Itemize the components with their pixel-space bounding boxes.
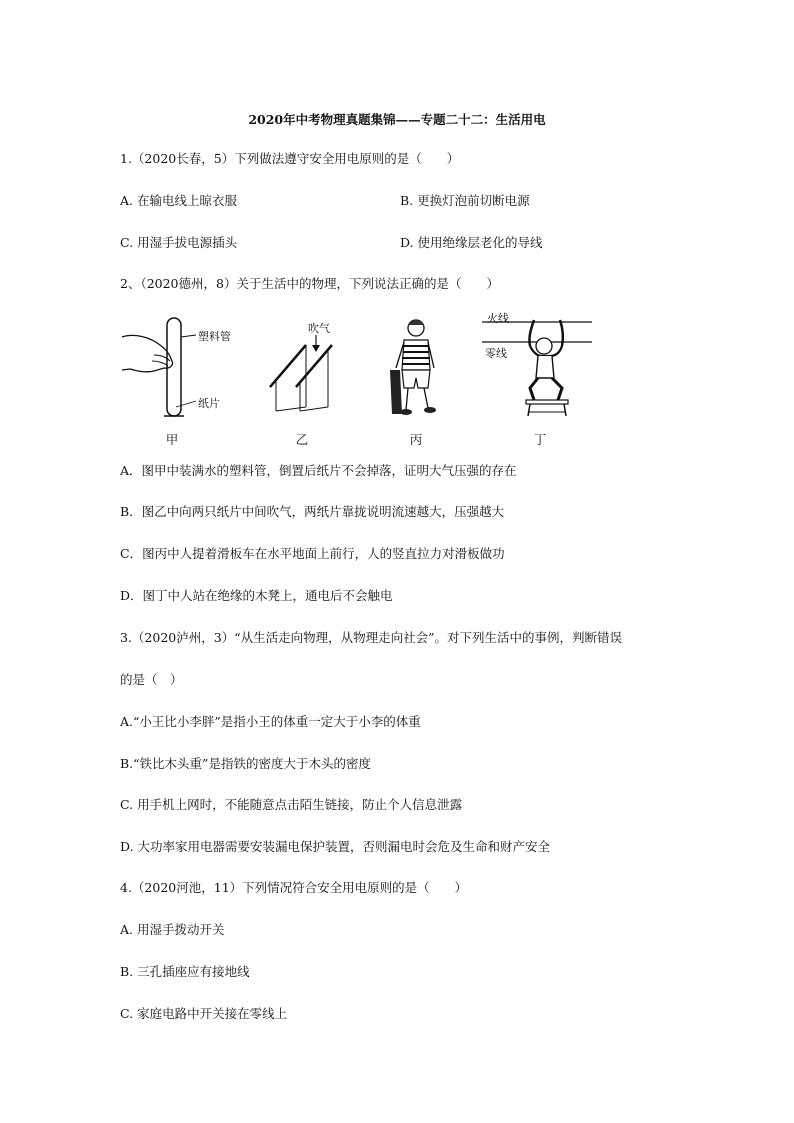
q2-option-a: A．图甲中装满水的塑料管，倒置后纸片不会掉落，证明大气压强的存在 [120, 463, 517, 478]
q4-option-b: B. 三孔插座应有接地线 [120, 964, 250, 979]
q3-option-a: A.“小王比小李胖”是指小王的体重一定大于小李的体重 [120, 714, 421, 729]
caption-ding: 丁 [533, 432, 547, 447]
figure-yi [262, 315, 352, 415]
caption-bing: 丙 [409, 432, 423, 447]
label-blow: 吹气 [308, 322, 330, 335]
q1-option-c: C. 用湿手拔电源插头 [120, 235, 238, 250]
q3-option-c: C. 用手机上网时，不能随意点击陌生链接，防止个人信息泄露 [120, 797, 463, 812]
figure-bing [386, 318, 446, 418]
q2-stem: 2、（2020德州，8）关于生活中的物理，下列说法正确的是（ ） [120, 276, 499, 291]
caption-jia: 甲 [165, 432, 179, 447]
q2-option-d: D．图丁中人站在绝缘的木凳上，通电后不会触电 [120, 588, 393, 603]
label-live-wire: 火线 [487, 312, 509, 325]
q1-stem: 1.（2020长春，5）下列做法遵守安全用电原则的是（ ） [120, 151, 460, 166]
q3-stem-line1: 3.（2020泸州，3）“从生活走向物理，从物理走向社会”。对下列生活中的事例，判断错误 [120, 630, 622, 645]
label-plastic-tube: 塑料管 [198, 330, 231, 343]
q4-option-c: C. 家庭电路中开关接在零线上 [120, 1006, 288, 1021]
q2-option-c: C．图丙中人提着滑板车在水平地面上前行，人的竖直拉力对滑板做功 [120, 546, 505, 561]
label-paper: 纸片 [198, 397, 220, 410]
q1-option-a: A. 在输电线上晾衣服 [120, 193, 237, 208]
caption-yi: 乙 [295, 432, 309, 447]
q1-option-b: B. 更换灯泡前切断电源 [400, 193, 530, 208]
q4-option-a: A. 用湿手拨动开关 [120, 922, 225, 937]
q1-option-d: D. 使用绝缘层老化的导线 [400, 235, 543, 250]
q3-option-d: D. 大功率家用电器需要安装漏电保护装置，否则漏电时会危及生命和财产安全 [120, 839, 551, 854]
q3-stem-line2: 的是（ ） [120, 672, 183, 687]
q3-option-b: B.“铁比木头重”是指铁的密度大于木头的密度 [120, 756, 371, 771]
label-neutral-wire: 零线 [485, 347, 507, 360]
q2-option-b: B．图乙中向两只纸片中间吹气，两纸片靠拢说明流速越大，压强越大 [120, 504, 505, 519]
page-title: 2020年中考物理真题集锦——专题二十二：生活用电 [248, 112, 546, 127]
q4-stem: 4.（2020河池，11）下列情况符合安全用电原则的是（ ） [120, 880, 468, 895]
